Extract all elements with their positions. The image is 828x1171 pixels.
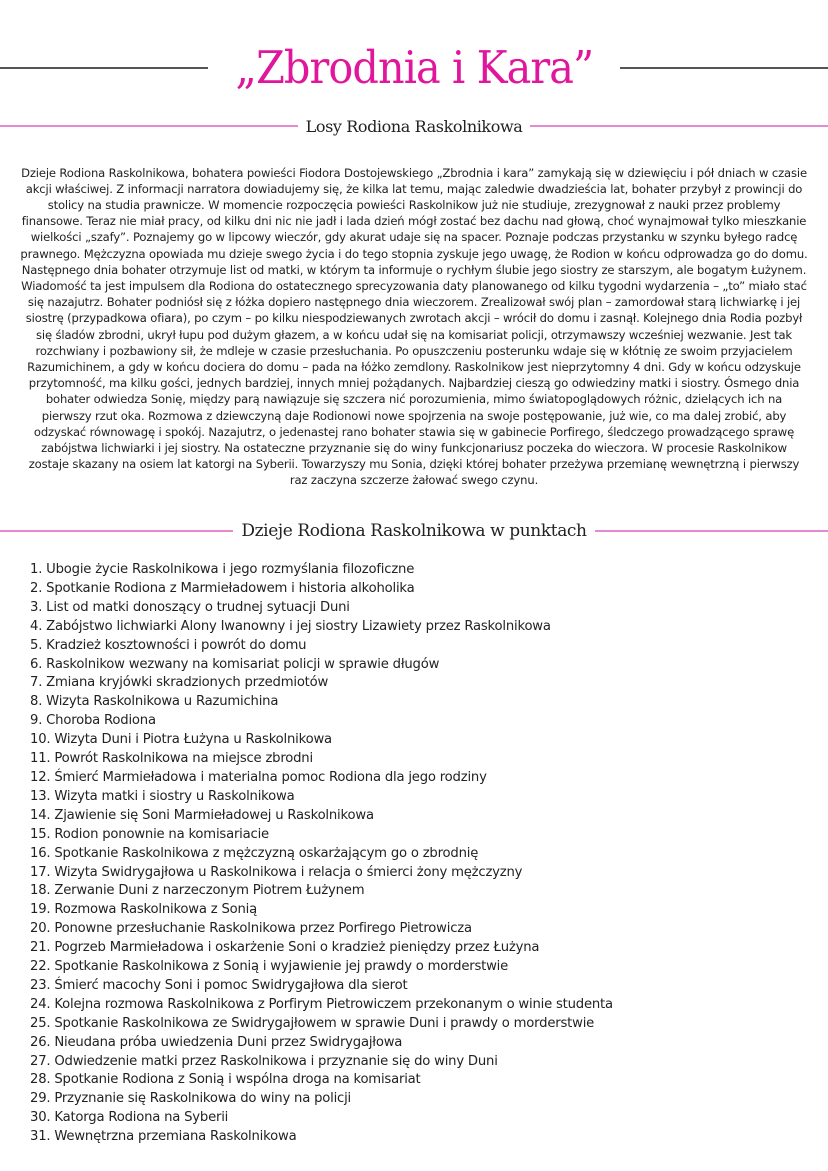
list-item: 20. Ponowne przesłuchanie Raskolnikowa przez Porfirego Pietrowicza [30, 921, 472, 937]
list-item: 1. Ubogie życie Raskolnikowa i jego rozmyślania filozoficzne [30, 562, 415, 577]
section-heading-text: Losy Rodiona Raskolnikowa [305, 116, 523, 136]
list-item: 22. Spotkanie Raskolnikowa z Sonią i wyjawienie jej prawdy o morderstwie [30, 959, 509, 975]
list-item: 11. Powrót Raskolnikowa na miejsce zbrodni [30, 751, 313, 767]
list-item: 25. Spotkanie Raskolnikowa ze Swidrygajłowem w sprawie Duni i prawdy o morderstwie [30, 1015, 595, 1031]
list-item: 8. Wizyta Raskolnikowa u Razumichina [30, 694, 279, 710]
list-item: 2. Spotkanie Rodiona z Marmieładowem i historia alkoholika [30, 580, 415, 596]
list-item: 5. Kradzież kosztowności i powrót do domu [30, 637, 307, 653]
list-item: 16. Spotkanie Raskolnikowa z mężczyzną oskarżającym go o zbrodnię [30, 845, 479, 861]
list-item: 6. Raskolnikow wezwany na komisariat policji w sprawie długów [30, 656, 440, 672]
list-item: 31. Wewnętrzna przemiana Raskolnikowa [30, 1129, 297, 1145]
list-item: 14. Zjawienie się Soni Marmieładowej u Raskolnikowa [30, 807, 374, 823]
list-item: 9. Choroba Rodiona [30, 713, 156, 729]
list-item: 23. Śmierć macochy Soni i pomoc Swidrygajłowa dla sierot [30, 977, 408, 993]
summary-paragraph: Dzieje Rodiona Raskolnikowa, bohatera powieści Fiodora Dostojewskiego „Zbrodnia i kara” zamykają się w dziewięciu i pół dniach w czasie akcji właściwej. Z informacji narratora dowiadujemy się, że kilka lat temu, mając zaledwie dwadzieścia lat, bohater przybył z prowincji do stolicy na studia prawnicze. W momencie rozpoczęcia powieści Raskolnikow już nie studiuje, zrezygnował z nauki przez problemy finansowe. Teraz nie miał pracy, od kilku dni nic nie jadł i lada dzień mógł zostać bez dachu nad głową, choć wynajmował tylko mieszkanie wielkości „szafy”. Poznajemy go w lipcowy wieczór, gdy akurat udaje się na spacer. Poznaje podczas przystanku w szynku byłego radcę prawnego. Mężczyzna opowiada mu dzieje swego życia i do tego stopnia zyskuje jego uwagę, że Rodion w końcu odprowadza go do domu. Następnego dnia bohater otrzymuje list od matki, w którym ta informuje o rychłym ślubie jego siostry ze starszym, ale bogatym Łużynem. Wiadomość ta jest impulsem dla Rodiona do ostatecznego sprecyzowania daty planowanego od kilku tygodni wydarzenia – „to” miało stać się nazajutrz. Bohater podniósł się z łóżka dopiero następnego dnia wieczorem. Zrealizował swój plan – zamordował starą lichwiarkę i jej siostrę (przypadkowa ofiara), po czym – po kilku niespodziewanych zwrotach akcji – wrócił do domu i zasnął. Kolejnego dnia Rodia pozbył się śladów zbrodni, ukrył łupu pod dużym głazem, a w końcu udał się na komisariat policji, otrzymawszy wcześniej wezwanie. Jest tak rozchwiany i pozbawiony sił, że mdleje w czasie przesłuchania. Po opuszczeniu posterunku wdaje się w kłótnię ze swoim przyjacielem Razumichinem, a gdy w końcu dociera do domu – pada na łóżko zemdlony. Raskolnikow jest nieprzytomny 4 dni. Gdy w końcu odzyskuje przytomność, ma kilku gości, jednych bardziej, innych mniej pożądanych. Najbardziej cieszą go odwiedziny matki i siostry. Ósmego dnia bohater odwiedza Sonię, między parą nawiązuje się szczera nić porozumienia, mimo światopoglądowych różnic, dzielących ich na pierwszy rzut oka. Rozmowa z dziewczyną daje Rodionowi nowe spojrzenia na swoje postępowanie, już wie, co ma dalej zrobić, aby odzyskać równowagę i spokój. Nazajutrz, o jedenastej rano bohater stawia się w gabinecie Porfirego, śledczego prowadzącego sprawę zabójstwa lichwiarki i jej siostry. Na ostateczne przyznanie się do winy funkcjonariusz poczeka do wieczora. W procesie Raskolnikow zostaje skazany na osiem lat katorgi na Syberii. Towarzyszy mu Sonia, dzięki której bohater przeżywa przemianę wewnętrzną i pierwszy raz zaczyna szczerze żałować swego czynu. [20, 165, 808, 488]
section-heading-fates [0, 114, 828, 138]
section-heading-text: Dzieje Rodiona Raskolnikowa w punktach [241, 521, 587, 541]
title-banner [0, 38, 828, 98]
events-list [30, 561, 613, 1147]
section-rule-left [0, 530, 233, 532]
list-item: 19. Rozmowa Raskolnikowa z Sonią [30, 902, 257, 918]
list-item: 13. Wizyta matki i siostry u Raskolnikowa [30, 788, 295, 804]
list-item: 3. List od matki donoszący o trudnej sytuacji Duni [30, 599, 350, 615]
section-rule-right [595, 530, 828, 532]
section-rule-right [530, 125, 828, 127]
page-title: „Zbrodnia i Kara” [235, 41, 593, 94]
list-item: 29. Przyznanie się Raskolnikowa do winy na policji [30, 1091, 352, 1107]
section-rule-left [0, 125, 298, 127]
title-rule-left [0, 67, 208, 69]
list-item: 17. Wizyta Swidrygajłowa u Raskolnikowa i relacja o śmierci żony mężczyzny [30, 864, 523, 880]
list-item: 12. Śmierć Marmieładowa i materialna pomoc Rodiona dla jego rodziny [30, 769, 487, 785]
list-item: 27. Odwiedzenie matki przez Raskolnikowa i przyznanie się do winy Duni [30, 1053, 498, 1069]
list-item: 24. Kolejna rozmowa Raskolnikowa z Porfirym Pietrowiczem przekonanym o winie studenta [30, 996, 613, 1012]
title-rule-right [620, 67, 828, 69]
list-item: 15. Rodion ponownie na komisariacie [30, 826, 269, 842]
list-item: 7. Zmiana kryjówki skradzionych przedmiotów [30, 675, 329, 691]
list-item: 30. Katorga Rodiona na Syberii [30, 1110, 229, 1126]
list-item: 26. Nieudana próba uwiedzenia Duni przez Swidrygajłowa [30, 1034, 403, 1050]
list-item: 28. Spotkanie Rodiona z Sonią i wspólna droga na komisariat [30, 1072, 421, 1088]
list-item: 10. Wizyta Duni i Piotra Łużyna u Raskolnikowa [30, 732, 332, 748]
list-item: 21. Pogrzeb Marmieładowa i oskarżenie Soni o kradzież pieniędzy przez Łużyna [30, 940, 540, 956]
list-item: 4. Zabójstwo lichwiarki Alony Iwanowny i jej siostry Lizawiety przez Raskolnikowa [30, 618, 551, 634]
list-item: 18. Zerwanie Duni z narzeczonym Piotrem Łużynem [30, 883, 365, 899]
section-heading-events [0, 518, 828, 544]
